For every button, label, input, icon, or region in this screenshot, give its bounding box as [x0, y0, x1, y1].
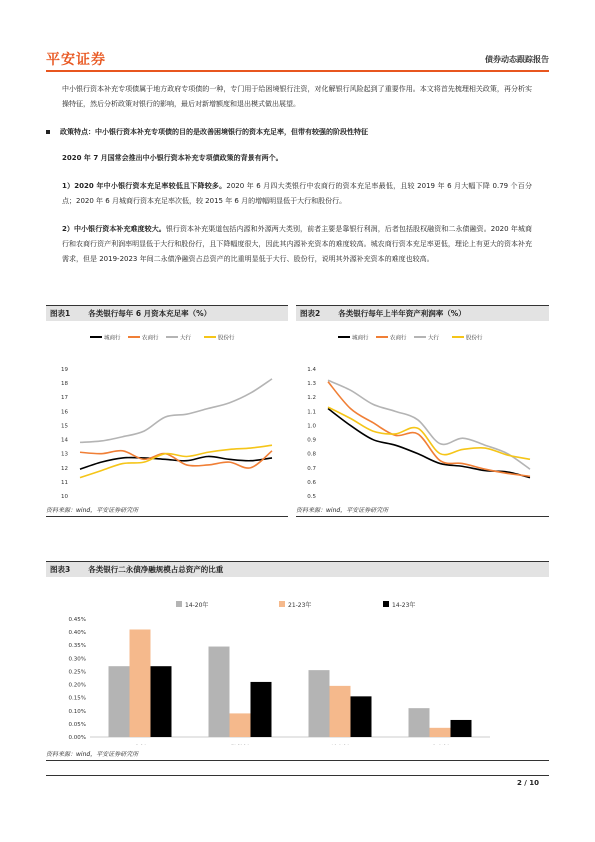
bar [209, 647, 230, 737]
bar [151, 666, 172, 737]
y-tick-label: 16 [61, 409, 68, 416]
figure-3-label: 图表3 [50, 565, 71, 574]
y-tick-label: 0.00% [68, 735, 86, 741]
figure-3-chart [46, 577, 549, 745]
figure-1-header [46, 305, 288, 321]
figure-3-title: 各类银行二永债净融规模占总资产的比重 [88, 565, 224, 574]
figure-2-title: 各类银行每年上半年资产利润率（%） [338, 309, 466, 318]
y-tick-label: 0.25% [68, 669, 86, 676]
y-tick-label: 0.20% [68, 682, 86, 689]
series-line [80, 379, 272, 443]
x-tick-label [231, 744, 249, 745]
figure-2-label: 图表2 [300, 309, 321, 318]
y-tick-label: 0.6 [307, 479, 316, 486]
y-tick-label: 0.40% [68, 630, 86, 637]
bullet-icon [46, 130, 50, 134]
company-logo: 平安证券 [46, 52, 106, 68]
footer-divider [46, 775, 549, 776]
y-tick-label: 0.45% [68, 617, 86, 623]
figure-2 [296, 305, 549, 517]
background-heading: 2020 年 7 月国常会推出中小银行资本补充专项债政策的背景有两个。 [62, 154, 283, 162]
y-tick-label: 11 [61, 479, 68, 486]
figure-1-label: 图表1 [50, 309, 71, 318]
figure-3-source: 资料来源：wind，平安证券研究所 [46, 749, 549, 761]
legend-label: 农商行 [142, 335, 159, 342]
point-1 [62, 179, 532, 209]
series-line [328, 409, 530, 478]
bar [230, 713, 251, 737]
y-tick-label: 1.2 [307, 395, 316, 402]
bar [330, 686, 351, 737]
x-tick-label [331, 744, 349, 745]
y-tick-label: 0.35% [68, 643, 86, 650]
figure-3 [46, 561, 549, 761]
y-tick-label: 0.5 [307, 494, 316, 500]
y-tick-label: 18 [61, 381, 68, 388]
bar [251, 682, 272, 737]
y-tick-label: 0.30% [68, 656, 86, 663]
figure-1-source: 资料来源：wind，平安证券研究所 [46, 505, 288, 517]
series-line [328, 380, 530, 469]
y-tick-label: 0.7 [307, 465, 316, 472]
x-tick-label [134, 744, 146, 745]
bar [430, 728, 451, 737]
legend-label: 大行 [428, 335, 440, 342]
report-type: 债券动态跟踪报告 [485, 55, 549, 64]
legend-label: 21-23年 [288, 602, 312, 609]
legend-label: 大行 [180, 335, 192, 342]
y-tick-label: 0.8 [307, 451, 316, 458]
bar [409, 708, 430, 737]
legend-swatch [279, 601, 285, 607]
legend-label: 股份行 [466, 335, 483, 342]
legend-label: 城商行 [104, 335, 121, 342]
point-2-text: 银行资本补充渠道包括内源和外源两大类别，前者主要是靠银行利润，后者包括股权融资和二永债融资。2020 年城商行和农商行资产利润率明显低于大行和股份行，且下降幅度很大，因此其内源补充资本的难度较高。城农商行资本充足率更低，理论上有更大的资本补充需求，但是 2019-2023 年间二永债净融资占总资产的比重明显低于大行、股份行，说明其外源补充资本的难度也较高。 [62, 225, 532, 263]
y-tick-label: 0.10% [68, 708, 86, 715]
intro-paragraph: 中小银行资本补充专项债属于地方政府专项债的一种，专门用于给困境银行注资，对化解银行风险起到了重要作用。本文将首先梳理相关政策，再分析实操特征，然后分析政策对银行的影响，最后对新增额度和退出模式做出展望。 [62, 85, 532, 108]
y-tick-label: 0.05% [68, 721, 86, 728]
y-tick-label: 1.1 [307, 409, 316, 416]
figure-1-title: 各类银行每年 6 月资本充足率（%） [88, 309, 212, 318]
bar [109, 666, 130, 737]
y-tick-label: 14 [61, 437, 68, 444]
point-2-lead: 2）中小银行资本补充难度较大。 [62, 225, 166, 233]
y-tick-label: 1.3 [307, 381, 316, 388]
y-tick-label: 1.4 [307, 367, 316, 373]
figure-2-header [296, 305, 549, 321]
figure-3-header [46, 561, 549, 577]
legend-swatch [176, 601, 182, 607]
legend-label: 农商行 [390, 335, 407, 342]
legend-label: 14-20年 [185, 602, 209, 609]
y-tick-label: 15 [61, 423, 68, 430]
legend-label: 城商行 [352, 335, 369, 342]
page-number: 2 / 10 [516, 779, 539, 787]
legend-label: 14-23年 [392, 602, 416, 609]
y-tick-label: 13 [61, 451, 68, 458]
legend-label: 股份行 [218, 335, 235, 342]
x-tick-label [431, 744, 449, 745]
point-1-text: 2020 年 6 月四大类银行中农商行的资本充足率最低，且较 2019 年 6 月大幅下降 0.79 个百分点；2020 年 6 月城商行资本充足率次低，较 2015 年 6 月的增幅明显低于大行和股份行。 [62, 182, 532, 205]
series-line [80, 451, 272, 468]
y-tick-label: 12 [61, 465, 68, 472]
section-heading-text: 政策特点：中小银行资本补充专项债的目的是改善困境银行的资本充足率，但带有较强的阶段性特征 [60, 128, 368, 136]
bar [309, 670, 330, 737]
figure-1 [46, 305, 288, 517]
bar [351, 696, 372, 737]
y-tick-label: 17 [61, 395, 68, 402]
series-line [80, 445, 272, 477]
figure-1-chart [46, 321, 288, 501]
y-tick-label: 10 [61, 494, 68, 500]
figure-2-source: 资料来源：wind，平安证券研究所 [296, 505, 549, 517]
y-tick-label: 1.0 [307, 423, 316, 430]
bar [130, 629, 151, 737]
y-tick-label: 19 [61, 367, 68, 373]
y-tick-label: 0.9 [307, 437, 316, 444]
y-tick-label: 0.15% [68, 695, 86, 702]
legend-swatch [383, 601, 389, 607]
header-divider [46, 70, 549, 72]
point-1-lead: 1）2020 年中小银行资本充足率较低且下降较多。 [62, 182, 227, 190]
point-2 [62, 222, 532, 267]
bar [451, 720, 472, 737]
section-heading [46, 127, 546, 137]
figure-2-chart [296, 321, 549, 501]
